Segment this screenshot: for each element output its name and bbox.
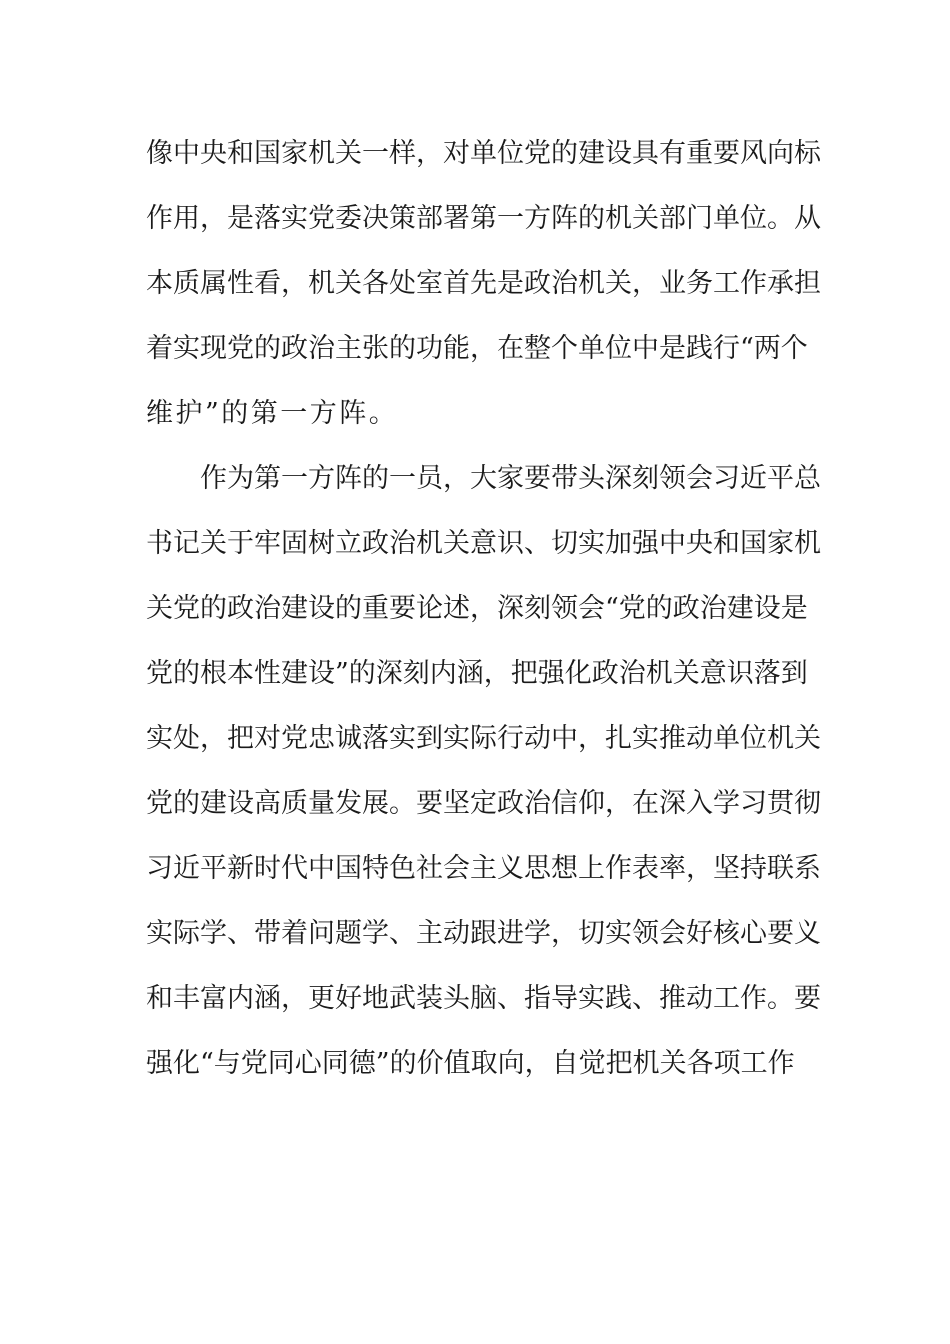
text-line: 实际学、带着问题学、主动跟进学，切实领会好核心要义 [146,918,821,949]
text-line: 书记关于牢固树立政治机关意识、切实加强中央和国家机 [146,528,821,559]
text-line: 党的根本性建设”的深刻内涵，把强化政治机关意识落到 [146,658,808,689]
body-text [146,121,821,1096]
text-line: 作为第一方阵的一员，大家要带头深刻领会习近平总 [200,463,821,494]
text-line: 维护”的第一方阵。 [146,398,399,429]
text-line: 关党的政治建设的重要论述，深刻领会“党的政治建设是 [146,593,808,624]
text-line: 和丰富内涵，更好地武装头脑、指导实践、推动工作。要 [146,983,821,1014]
text-line: 实处，把对党忠诚落实到实际行动中，扎实推动单位机关 [146,723,821,754]
text-line: 着实现党的政治主张的功能，在整个单位中是践行“两个 [146,333,808,364]
text-line: 本质属性看，机关各处室首先是政治机关，业务工作承担 [146,268,821,299]
text-line: 习近平新时代中国特色社会主义思想上作表率，坚持联系 [146,853,821,884]
text-line: 作用，是落实党委决策部署第一方阵的机关部门单位。从 [146,203,821,234]
text-line: 党的建设高质量发展。要坚定政治信仰，在深入学习贯彻 [146,788,821,819]
text-line: 强化“与党同心同德”的价值取向，自觉把机关各项工作 [146,1048,795,1079]
text-line: 像中央和国家机关一样，对单位党的建设具有重要风向标 [146,138,821,169]
